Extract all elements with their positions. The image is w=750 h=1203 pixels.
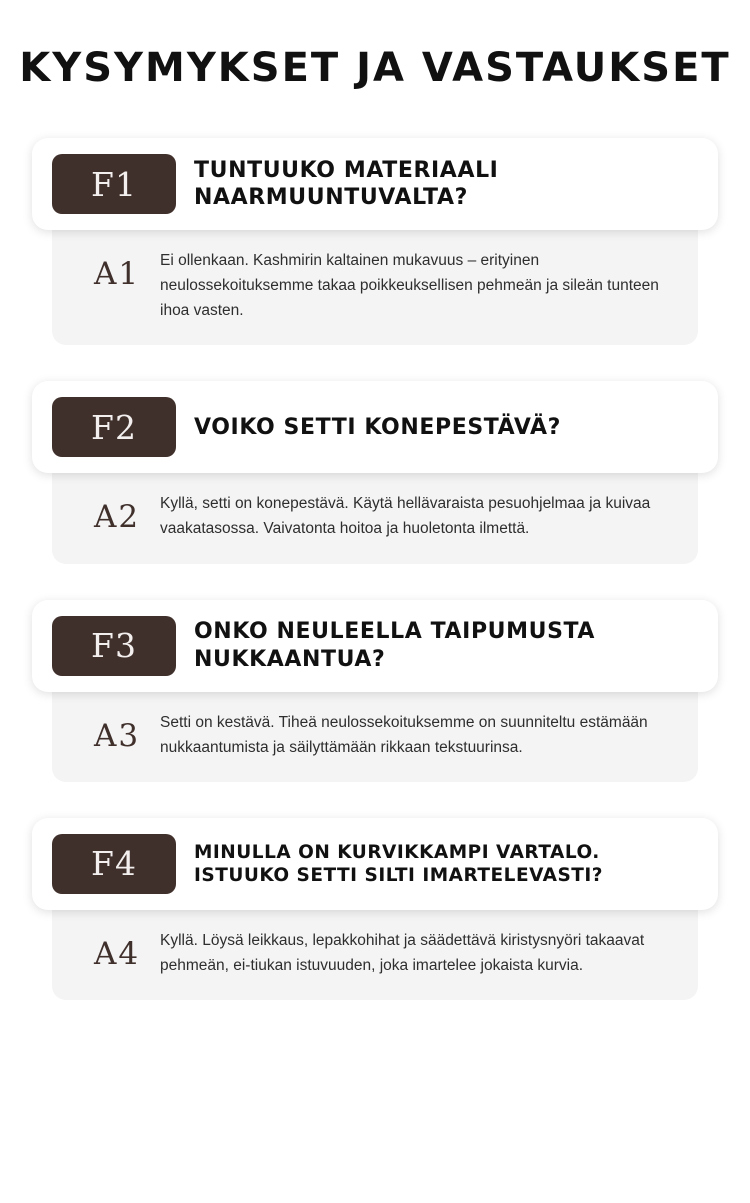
question-badge: F2	[52, 397, 176, 457]
question-badge: F1	[52, 154, 176, 214]
question-card[interactable]	[32, 600, 718, 692]
question-text: TUNTUUKO MATERIAALI NAARMUUNTUVALTA?	[194, 157, 499, 210]
faq-item	[32, 381, 718, 563]
answer-text: Setti on kestävä. Tiheä neulossekoituksemme on suunniteltu estämään nukkaantumista ja säilyttämään rikkaan tekstuurinsa.	[160, 713, 648, 756]
faq-list	[0, 90, 750, 1000]
answer-card	[52, 224, 698, 345]
answer-text: Ei ollenkaan. Kashmirin kaltainen mukavuus – erityinen neulossekoituksemme takaa poikkeuksellisen pehmeän ja sileän tunteen ihoa vasten.	[160, 252, 659, 320]
answer-badge: A1	[93, 256, 141, 292]
answer-text: Kyllä. Löysä leikkaus, lepakkohihat ja säädettävä kiristysnyöri takaavat pehmeän, ei-tiukan istuvuuden, joka imartelee jokaista kurvia.	[160, 931, 645, 974]
page-title: KYSYMYKSET JA VASTAUKSET	[19, 45, 731, 91]
question-badge: F3	[52, 616, 176, 676]
faq-item	[32, 600, 718, 782]
faq-item	[32, 818, 718, 1000]
answer-text: Kyllä, setti on konepestävä. Käytä hellävaraista pesuohjelmaa ja kuivaa vaakatasossa. Vaivatonta hoitoa ja huoletonta ilmettä.	[160, 495, 651, 538]
question-text: ONKO NEULEELLA TAIPUMUSTA NUKKAANTUA?	[194, 619, 596, 672]
answer-card	[52, 686, 698, 782]
question-card[interactable]	[32, 138, 718, 230]
answer-badge: A4	[93, 935, 141, 972]
question-card[interactable]	[32, 381, 718, 473]
answer-card	[52, 467, 698, 563]
question-text: MINULLA ON KURVIKKAMPI VARTALO. ISTUUKO SETTI SILTI IMARTELEVASTI?	[194, 841, 604, 886]
question-text: VOIKO SETTI KONEPESTÄVÄ?	[194, 414, 561, 440]
question-card[interactable]	[32, 818, 718, 910]
faq-item	[32, 138, 718, 345]
answer-badge: A2	[93, 499, 141, 536]
answer-badge: A3	[93, 717, 141, 754]
answer-card	[52, 904, 698, 1000]
question-badge: F4	[52, 834, 176, 894]
